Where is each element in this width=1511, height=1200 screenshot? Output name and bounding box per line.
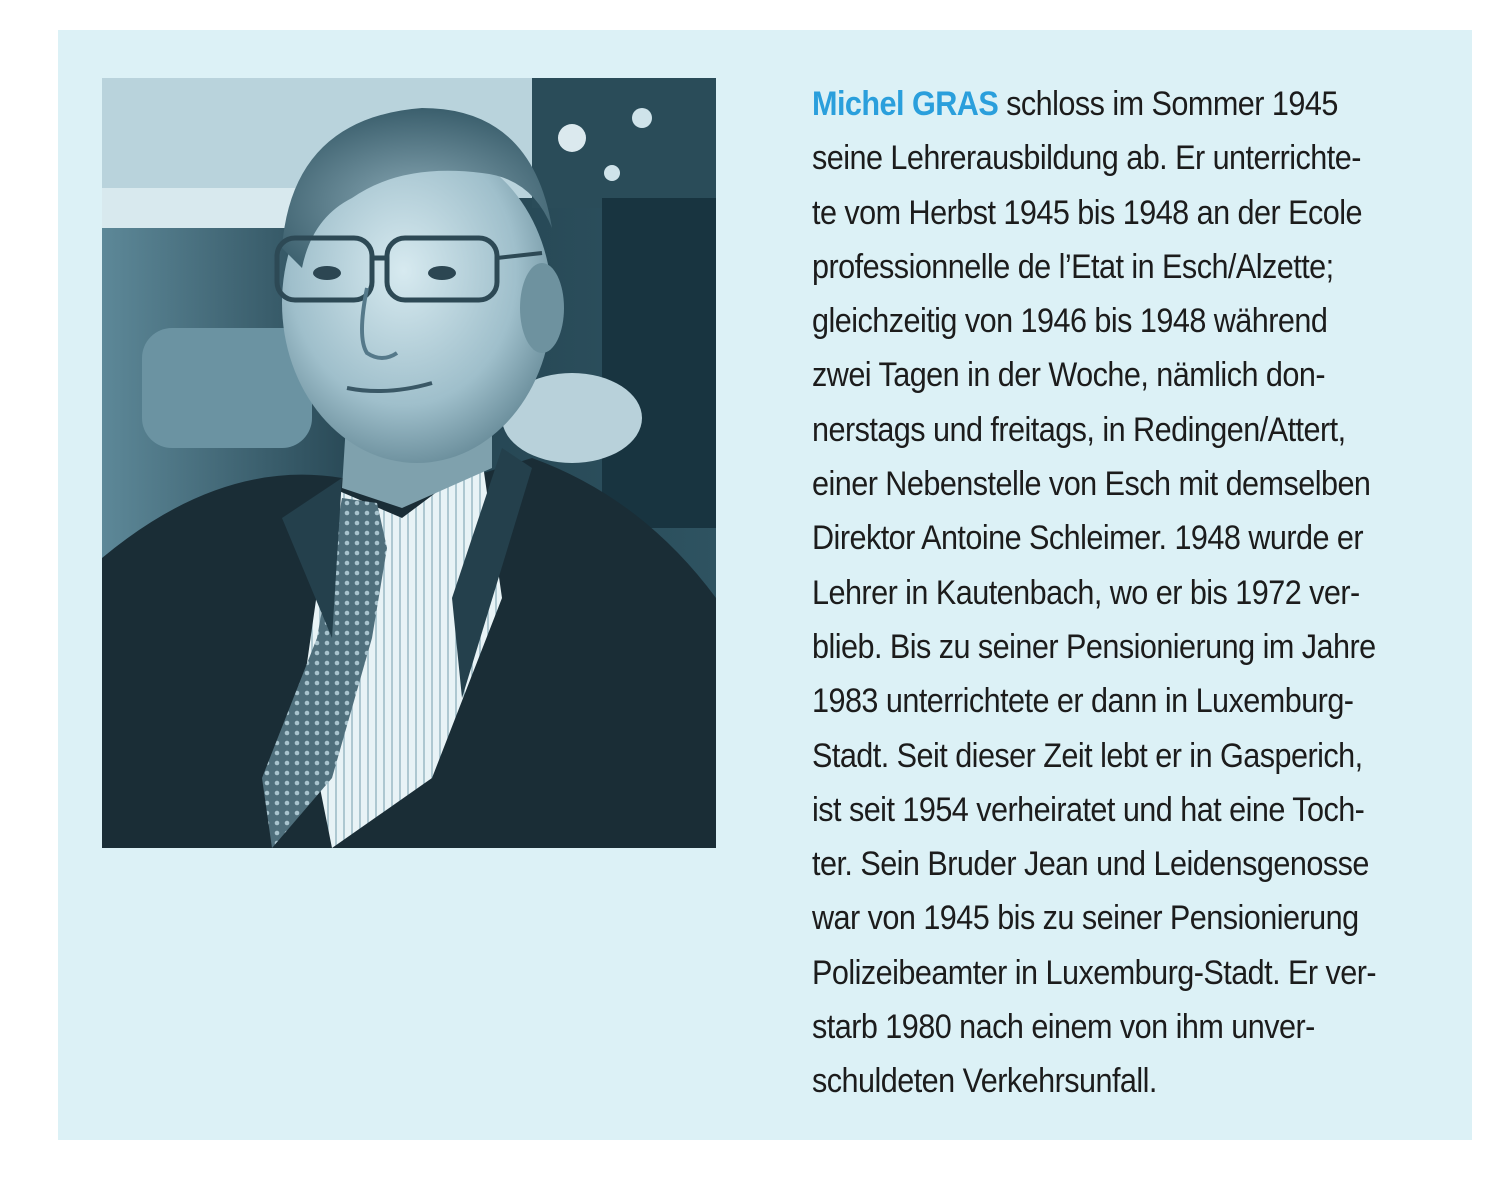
bio-line: gleichzeitig von 1946 bis 1948 während: [812, 302, 1328, 341]
bio-line: te vom Herbst 1945 bis 1948 an der Ecole: [812, 193, 1362, 232]
bio-line: [812, 77, 1388, 131]
bio-line: Lehrer in Kautenbach, wo er bis 1972 ver-: [812, 573, 1360, 612]
bio-line: Direktor Antoine Schleimer. 1948 wurde er: [812, 519, 1364, 558]
bio-line: ter. Sein Bruder Jean und Leidensgenosse: [812, 845, 1369, 884]
bio-line: Polizeibeamter in Luxemburg-Stadt. Er ver-: [812, 953, 1377, 992]
bio-line: ist seit 1954 verheiratet und hat eine Toch-: [812, 790, 1365, 829]
bio-line: schuldeten Verkehrsunfall.: [812, 1062, 1157, 1101]
bio-line: seine Lehrerausbildung ab. Er unterrichte-: [812, 139, 1361, 178]
bio-line-text: schloss im Sommer 1945: [998, 85, 1338, 123]
bio-line: blieb. Bis zu seiner Pensionierung im Jahre: [812, 627, 1376, 666]
bio-line: nerstags und freitags, in Redingen/Attert,: [812, 410, 1346, 449]
bio-line: einer Nebenstelle von Esch mit demselben: [812, 465, 1371, 504]
portrait-illustration: [102, 78, 716, 848]
person-name: Michel GRAS: [812, 85, 999, 123]
portrait-photo: [102, 78, 716, 848]
bio-line: Stadt. Seit dieser Zeit lebt er in Gasperich,: [812, 736, 1363, 775]
bio-line: professionnelle de l’Etat in Esch/Alzette;: [812, 247, 1334, 286]
bio-line: 1983 unterrichtete er dann in Luxemburg-: [812, 682, 1354, 721]
bio-line: starb 1980 nach einem von ihm unver-: [812, 1008, 1315, 1047]
bio-line: zwei Tagen in der Woche, nämlich don-: [812, 356, 1325, 395]
bio-line: war von 1945 bis zu seiner Pensionierung: [812, 899, 1359, 938]
biography-text: [812, 77, 1388, 1109]
